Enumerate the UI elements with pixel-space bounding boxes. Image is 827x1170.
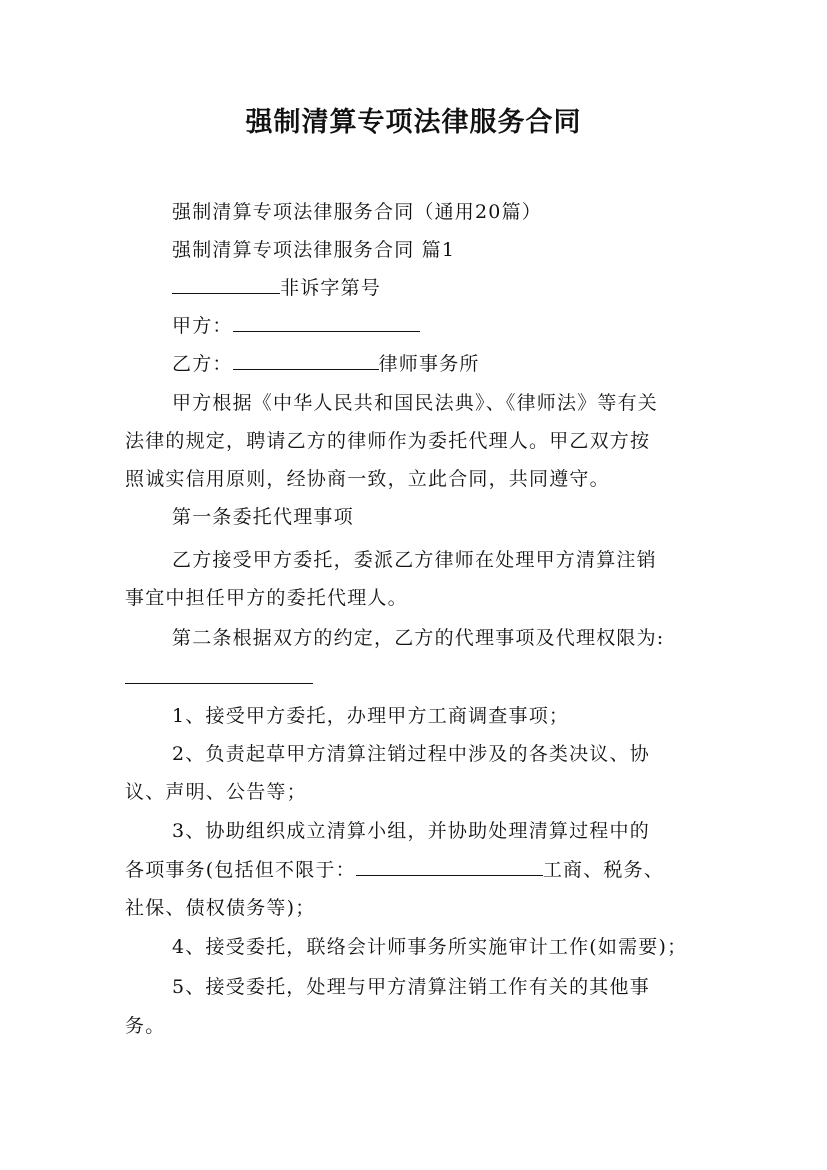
case-number-blank (172, 275, 280, 294)
party-a-blank (233, 313, 420, 332)
article-two-blank-line (125, 660, 710, 697)
item-3-line-3: 社保、债权债务等)； (125, 897, 316, 919)
item-2-line-2: 议、声明、公告等； (125, 781, 307, 803)
paragraph-chapter-heading: 强制清算专项法律服务合同 篇1 (172, 239, 456, 261)
article-one-line-1: 乙方接受甲方委托，委派乙方律师在处理甲方清算注销 (172, 549, 657, 571)
article-two-heading: 第二条根据双方的约定，乙方的代理事项及代理权限为: (172, 627, 665, 649)
paragraph-party-b (125, 346, 757, 383)
item-5-line-1: 5、接受委托，处理与甲方清算注销工作有关的其他事 (172, 976, 650, 998)
article-one-line-2: 事宜中担任甲方的委托代理人。 (125, 587, 408, 609)
party-b-label: 乙方： (172, 353, 233, 375)
party-b-blank (233, 351, 379, 370)
case-number-label: 非诉字第号 (280, 277, 382, 299)
paragraph-preamble-line-3: 照诚实信用原则，经协商一致，立此合同，共同遵守。 (125, 468, 610, 490)
paragraph-case-number (125, 270, 757, 307)
item-3-line-1: 3、协助组织成立清算小组，并协助处理清算过程中的 (172, 820, 650, 842)
paragraph-party-a (125, 308, 757, 345)
paragraph-preamble-line-2: 法律的规定，聘请乙方的律师作为委托代理人。甲乙双方按 (125, 430, 651, 452)
item-2-line-1: 2、负责起草甲方清算注销过程中涉及的各类决议、协 (172, 743, 650, 765)
item-4: 4、接受委托，联络会计师事务所实施审计工作(如需要)； (172, 936, 688, 958)
item-5-line-2: 务。 (125, 1015, 166, 1037)
item-3-blank (356, 857, 543, 876)
party-b-firm-label: 律师事务所 (378, 353, 480, 375)
item-3-text-before-blank: 各项事务(包括但不限于： (125, 859, 356, 881)
article-two-blank (125, 665, 313, 684)
article-one-heading: 第一条委托代理事项 (172, 506, 354, 528)
item-3-line-2 (125, 852, 710, 889)
item-1: 1、接受甲方委托，办理甲方工商调查事项； (172, 705, 570, 727)
item-3-text-after-blank: 工商、税务、 (542, 859, 665, 881)
document-title: 强制清算专项法律服务合同 (245, 107, 582, 138)
paragraph-subtitle: 强制清算专项法律服务合同（通用20篇） (172, 201, 542, 223)
paragraph-preamble-line-1: 甲方根据《中华人民共和国民法典》、《律师法》等有关 (172, 392, 659, 414)
party-a-label: 甲方： (172, 315, 233, 337)
